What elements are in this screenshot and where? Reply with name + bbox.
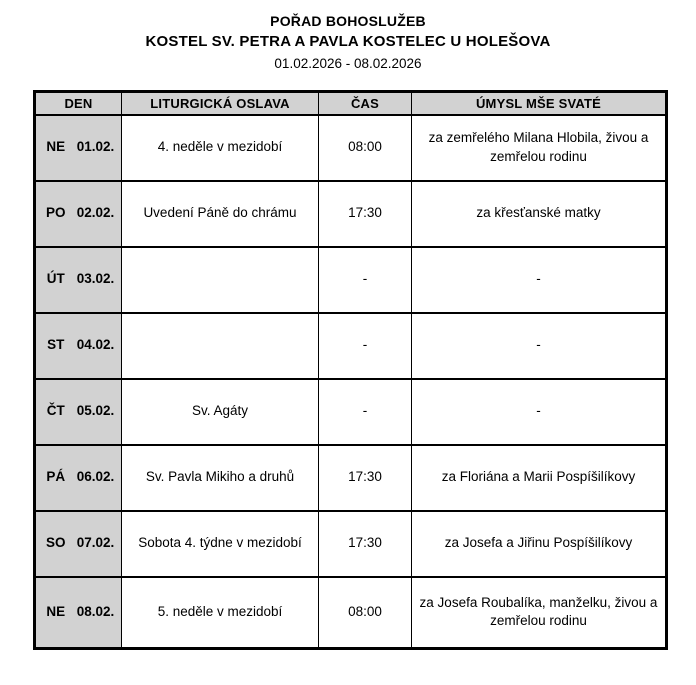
intention-cell: - [412,379,667,445]
table-row [35,511,667,577]
celebration-cell: Sobota 4. týdne v mezidobí [122,511,319,577]
day-cell [35,247,122,313]
day-date: 02.02. [76,205,115,221]
schedule-table-header [35,92,667,115]
day-date: 03.02. [76,271,115,287]
day-date: 01.02. [76,139,115,155]
time-cell: 17:30 [319,511,412,577]
page-title: POŘAD BOHOSLUŽEB [270,13,426,29]
day-abbreviation: NE [46,604,66,620]
table-row [35,379,667,445]
time-cell: 08:00 [319,115,412,181]
celebration-cell: Sv. Agáty [122,379,319,445]
schedule-table [33,90,668,650]
day-date: 08.02. [76,604,115,620]
day-abbreviation: ČT [46,403,65,419]
date-range: 01.02.2026 - 08.02.2026 [274,56,422,71]
day-date: 06.02. [76,469,115,485]
column-header-time: ČAS [319,92,412,115]
document-header [0,0,696,71]
day-abbreviation: SO [45,535,66,551]
time-cell: 17:30 [319,181,412,247]
day-abbreviation: ÚT [46,271,65,287]
day-date: 05.02. [76,403,115,419]
table-row [35,577,667,649]
table-row [35,247,667,313]
time-cell: 17:30 [319,445,412,511]
day-abbreviation: PO [45,205,66,221]
day-cell [35,313,122,379]
column-header-day: DEN [35,92,122,115]
day-cell [35,181,122,247]
intention-cell: za zemřelého Milana Hlobila, živou a zemřelou rodinu [412,115,667,181]
celebration-cell: 4. neděle v mezidobí [122,115,319,181]
table-row [35,115,667,181]
day-abbreviation: NE [46,139,66,155]
day-abbreviation: PÁ [46,469,66,485]
celebration-cell [122,247,319,313]
day-date: 07.02. [76,535,115,551]
celebration-cell [122,313,319,379]
time-cell: - [319,247,412,313]
celebration-cell: Sv. Pavla Mikiho a druhů [122,445,319,511]
intention-cell: za křesťanské matky [412,181,667,247]
day-cell [35,115,122,181]
table-row [35,445,667,511]
column-header-celebration: LITURGICKÁ OSLAVA [122,92,319,115]
day-abbreviation: ST [47,337,65,353]
celebration-cell: 5. neděle v mezidobí [122,577,319,649]
day-cell [35,577,122,649]
celebration-cell: Uvedení Páně do chrámu [122,181,319,247]
time-cell: 08:00 [319,577,412,649]
intention-cell: - [412,313,667,379]
intention-cell: - [412,247,667,313]
table-row [35,181,667,247]
day-cell [35,379,122,445]
day-date: 04.02. [76,337,115,353]
time-cell: - [319,379,412,445]
day-cell [35,511,122,577]
page-subtitle: KOSTEL SV. PETRA A PAVLA KOSTELEC U HOLEŠOVA [145,33,551,50]
schedule-table-body [35,115,667,649]
day-cell [35,445,122,511]
header-row [35,92,667,115]
column-header-intention: ÚMYSL MŠE SVATÉ [412,92,667,115]
intention-cell: za Josefa a Jiřinu Pospíšilíkovy [412,511,667,577]
intention-cell: za Josefa Roubalíka, manželku, živou a zemřelou rodinu [412,577,667,649]
table-row [35,313,667,379]
time-cell: - [319,313,412,379]
intention-cell: za Floriána a Marii Pospíšilíkovy [412,445,667,511]
